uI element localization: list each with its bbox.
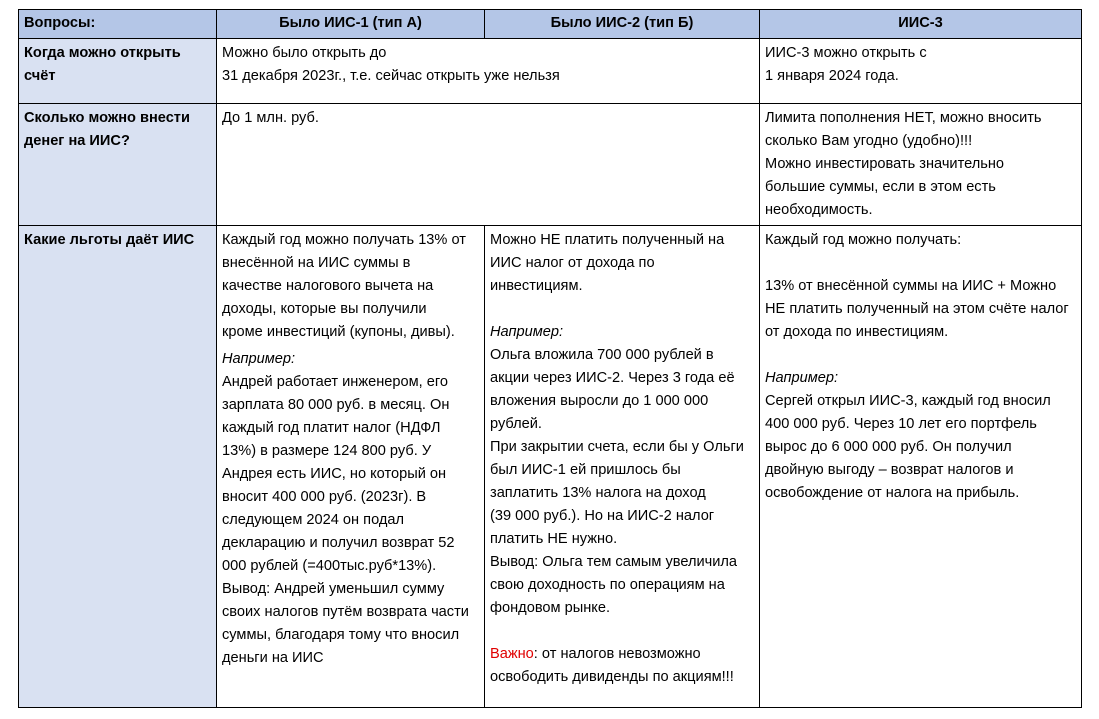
- text-line: от дохода по инвестициям.: [765, 324, 949, 340]
- answer-iis3-how-much: [760, 104, 1082, 226]
- row-when-open: [19, 39, 1082, 104]
- text-line: Можно инвестировать значительно: [765, 156, 1005, 172]
- header-questions: Вопросы:: [19, 10, 217, 39]
- header-iis2: Было ИИС-2 (тип Б): [485, 10, 760, 39]
- text-line: Каждый год можно получать 13% от: [222, 232, 466, 248]
- text-line: До 1 млн. руб.: [222, 110, 319, 126]
- text-line: Андрей работает инженером, его: [222, 374, 449, 390]
- text-line: НЕ платить полученный на этом счёте налог: [765, 301, 1069, 317]
- text-line: платить НЕ нужно.: [490, 531, 618, 547]
- important-text: : от налогов невозможно: [533, 646, 701, 662]
- text-line: зарплата 80 000 руб. в месяц. Он: [222, 397, 450, 413]
- text-line: Можно НЕ платить полученный на: [490, 232, 725, 248]
- text-line: Каждый год можно получать:: [765, 232, 962, 248]
- row-how-much: [19, 104, 1082, 226]
- text-line: инвестициям.: [490, 278, 583, 294]
- text-line: декларацию и получил возврат 52: [222, 535, 455, 551]
- text-line: фондовом рынке.: [490, 600, 610, 616]
- text-line: Вывод: Ольга тем самым увеличила: [490, 554, 738, 570]
- answer-iis3-when-open: [760, 39, 1082, 104]
- text-line: качестве налогового вычета на: [222, 278, 434, 294]
- text-line: внесённой на ИИС суммы в: [222, 255, 411, 271]
- important-note: [490, 643, 754, 666]
- text-line: необходимость.: [765, 202, 873, 218]
- question-benefits: Какие льготы даёт ИИС: [19, 226, 217, 708]
- text-line: ИИС налог от дохода по: [490, 255, 655, 271]
- text-line: Сергей открыл ИИС-3, каждый год вносил: [765, 393, 1051, 409]
- answer-iis12-when-open: [217, 39, 760, 104]
- answer-iis1-benefits: [217, 226, 485, 708]
- header-iis3: ИИС-3: [760, 10, 1082, 39]
- text-line: свою доходность по операциям на: [490, 577, 725, 593]
- text-line: деньги на ИИС: [222, 650, 324, 666]
- text-line: своих налогов путём возврата части: [222, 604, 469, 620]
- spacer: [765, 344, 1076, 367]
- text-line: вносит 400 000 руб. (2023г). В: [222, 489, 427, 505]
- row-benefits: [19, 226, 1082, 708]
- spacer: [765, 252, 1076, 275]
- text-line: освобождение от налога на прибыль.: [765, 485, 1020, 501]
- spacer: [490, 298, 754, 321]
- text-line: Вывод: Андрей уменьшил сумму: [222, 581, 445, 597]
- header-iis1: Было ИИС-1 (тип А): [217, 10, 485, 39]
- text-line: заплатить 13% налога на доход: [490, 485, 706, 501]
- text-line: 000 рублей (=400тыс.руб*13%).: [222, 558, 437, 574]
- question-how-much: Сколько можно внести денег на ИИС?: [19, 104, 217, 226]
- text-line: доходы, которые вы получили: [222, 301, 427, 317]
- text-line: акции через ИИС-2. Через 3 года её: [490, 370, 735, 386]
- text-line: 13% от внесённой суммы на ИИС + Можно: [765, 278, 1057, 294]
- example-label: Например:: [765, 370, 839, 386]
- header-row: [19, 10, 1082, 39]
- answer-iis12-how-much: [217, 104, 760, 226]
- iis-comparison-table: [18, 9, 1082, 708]
- text-line: Андрея есть ИИС, но который он: [222, 466, 447, 482]
- text-line: Ольга вложила 700 000 рублей в: [490, 347, 714, 363]
- text-line: При закрытии счета, если бы у Ольги: [490, 439, 744, 455]
- text-line: 31 декабря 2023г., т.е. сейчас открыть уже нельзя: [222, 68, 560, 84]
- text-line: большие суммы, если в этом есть: [765, 179, 996, 195]
- text-line: суммы, благодаря тому что вносил: [222, 627, 460, 643]
- text-line: двойную выгоду – возврат налогов и: [765, 462, 1014, 478]
- answer-iis2-benefits: [485, 226, 760, 708]
- example-label: Например:: [222, 351, 296, 367]
- text-line: сколько Вам угодно (удобно)!!!: [765, 133, 973, 149]
- text-line: (39 000 руб.). Но на ИИС-2 налог: [490, 508, 715, 524]
- example-label: Например:: [490, 324, 564, 340]
- text-line: следующем 2024 он подал: [222, 512, 405, 528]
- text-line: ИИС-3 можно открыть с: [765, 45, 927, 61]
- text-line: вложения выросли до 1 000 000: [490, 393, 709, 409]
- text-line: вырос до 6 000 000 руб. Он получил: [765, 439, 1012, 455]
- text-line: кроме инвестиций (купоны, дивы).: [222, 324, 455, 340]
- text-line: каждый год платит налог (НДФЛ: [222, 420, 441, 436]
- text-line: Можно было открыть до: [222, 45, 387, 61]
- important-label: Важно: [490, 646, 534, 662]
- text-line: освободить дивиденды по акциям!!!: [490, 669, 734, 685]
- text-line: рублей.: [490, 416, 542, 432]
- answer-iis3-benefits: [760, 226, 1082, 708]
- text-line: Лимита пополнения НЕТ, можно вносить: [765, 110, 1042, 126]
- text-line: 1 января 2024 года.: [765, 68, 899, 84]
- question-when-open: Когда можно открыть счёт: [19, 39, 217, 104]
- text-line: был ИИС-1 ей пришлось бы: [490, 462, 681, 478]
- text-line: 13%) в размере 124 800 руб. У: [222, 443, 432, 459]
- text-line: 400 000 руб. Через 10 лет его портфель: [765, 416, 1037, 432]
- spacer: [490, 620, 754, 643]
